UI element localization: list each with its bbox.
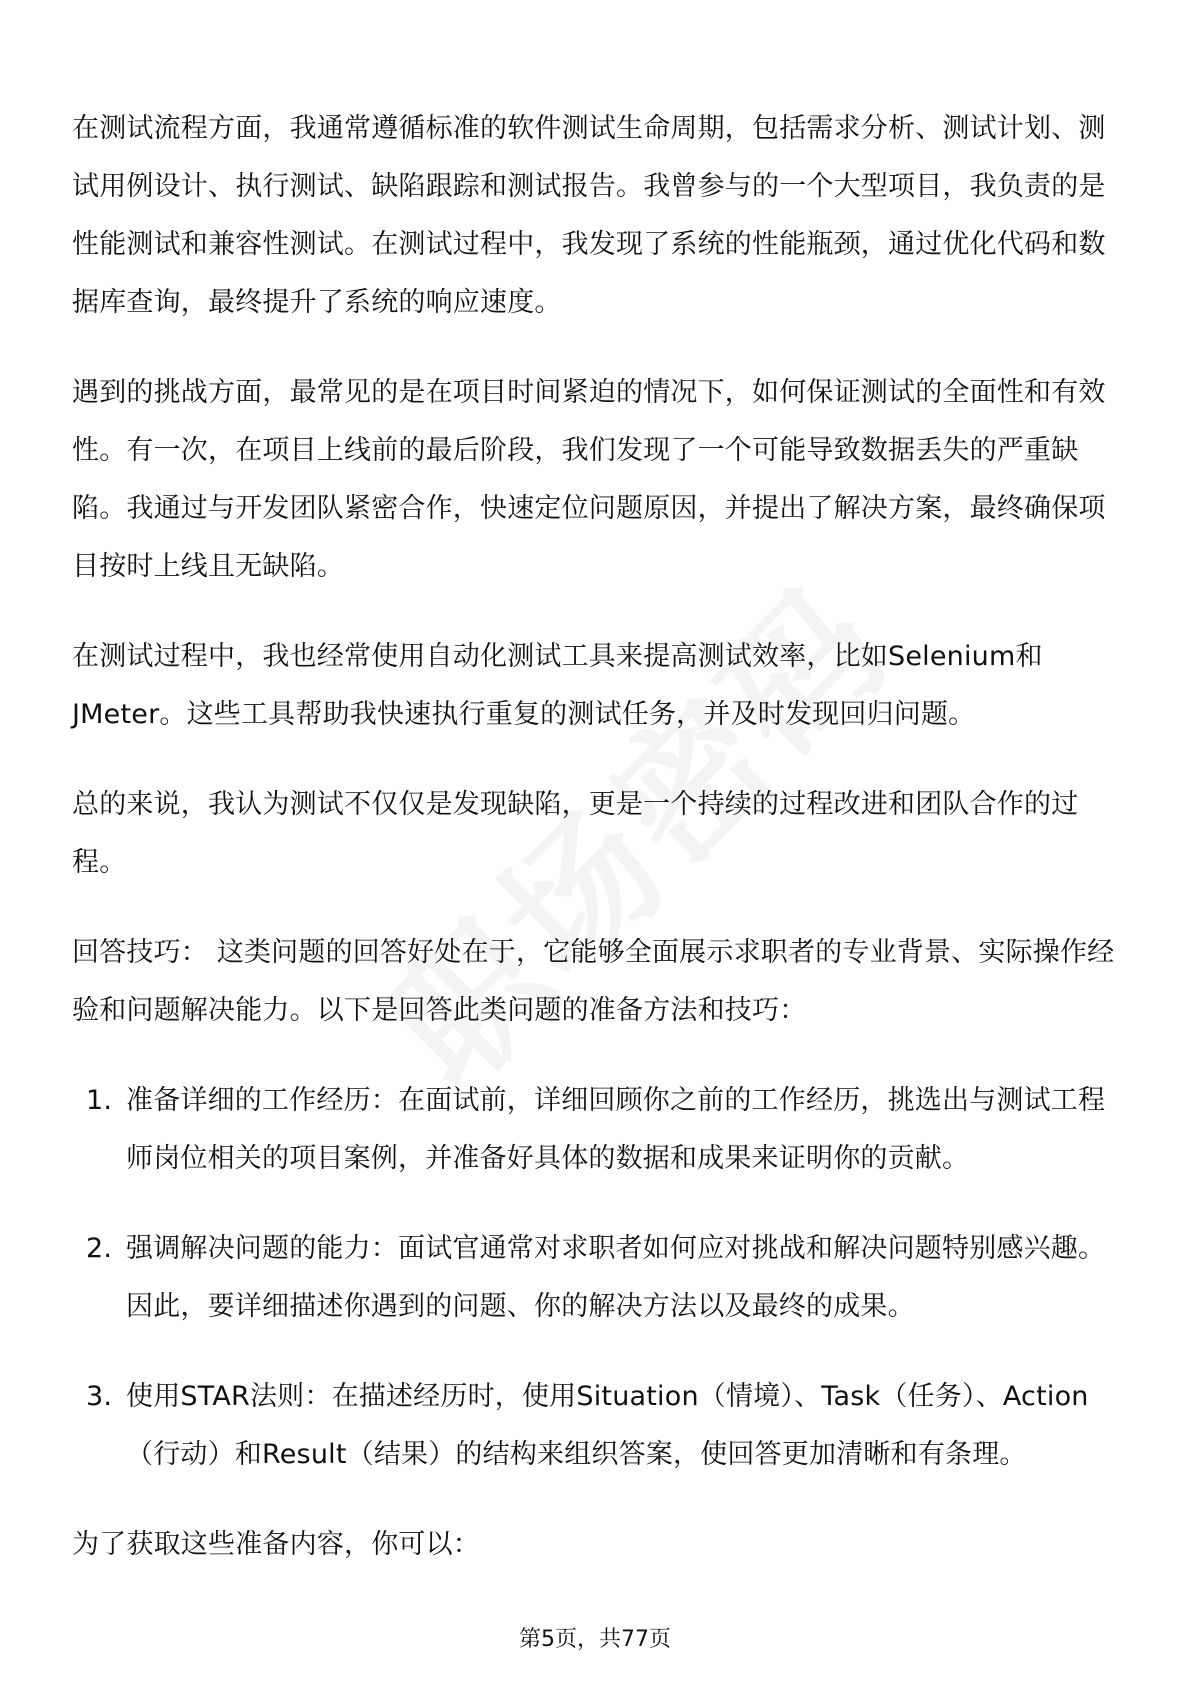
paragraph-closing: 为了获取这些准备内容，你可以： bbox=[72, 1529, 480, 1560]
list-item-text: 使用STAR法则：在描述经历时，使用Situation（情境）、Task（任务）、Action（行动）和Result（结果）的结构来组织答案，使回答更加清晰和有条理。 bbox=[126, 1381, 1089, 1470]
list-item-number: 1. bbox=[86, 1085, 113, 1116]
tips-list bbox=[72, 1072, 1130, 1484]
list-item-text: 强调解决问题的能力：面试官通常对求职者如何应对挑战和解决问题特别感兴趣。因此，要详细描述你遇到的问题、你的解决方法以及最终的成果。 bbox=[126, 1233, 1106, 1322]
paragraph-answer-tips: 回答技巧： 这类问题的回答好处在于，它能够全面展示求职者的专业背景、实际操作经验和问题解决能力。以下是回答此类问题的准备方法和技巧： bbox=[72, 937, 1115, 1026]
paragraph-test-process: 在测试流程方面，我通常遵循标准的软件测试生命周期，包括需求分析、测试计划、测试用例设计、执行测试、缺陷跟踪和测试报告。我曾参与的一个大型项目，我负责的是性能测试和兼容性测试。在测试过程中，我发现了系统的性能瓶颈，通过优化代码和数据库查询，最终提升了系统的响应速度。 bbox=[72, 113, 1106, 318]
list-item-number: 3. bbox=[86, 1381, 113, 1412]
document-body bbox=[72, 100, 1130, 1606]
list-item bbox=[72, 1368, 1130, 1484]
list-item bbox=[72, 1072, 1130, 1188]
paragraph-summary: 总的来说，我认为测试不仅仅是发现缺陷，更是一个持续的过程改进和团队合作的过程。 bbox=[72, 789, 1079, 878]
list-item-number: 2. bbox=[86, 1233, 113, 1264]
list-item-text: 准备详细的工作经历：在面试前，详细回顾你之前的工作经历，挑选出与测试工程师岗位相关的项目案例，并准备好具体的数据和成果来证明你的贡献。 bbox=[126, 1085, 1106, 1174]
paragraph-challenges: 遇到的挑战方面，最常见的是在项目时间紧迫的情况下，如何保证测试的全面性和有效性。有一次，在项目上线前的最后阶段，我们发现了一个可能导致数据丢失的严重缺陷。我通过与开发团队紧密合作，快速定位问题原因，并提出了解决方案，最终确保项目按时上线且无缺陷。 bbox=[72, 377, 1106, 582]
paragraph-automation-tools: 在测试过程中，我也经常使用自动化测试工具来提高测试效率，比如Selenium和JMeter。这些工具帮助我快速执行重复的测试任务，并及时发现回归问题。 bbox=[72, 641, 1043, 730]
page-number-footer: 第5页，共77页 bbox=[519, 1627, 671, 1652]
list-item bbox=[72, 1220, 1130, 1336]
